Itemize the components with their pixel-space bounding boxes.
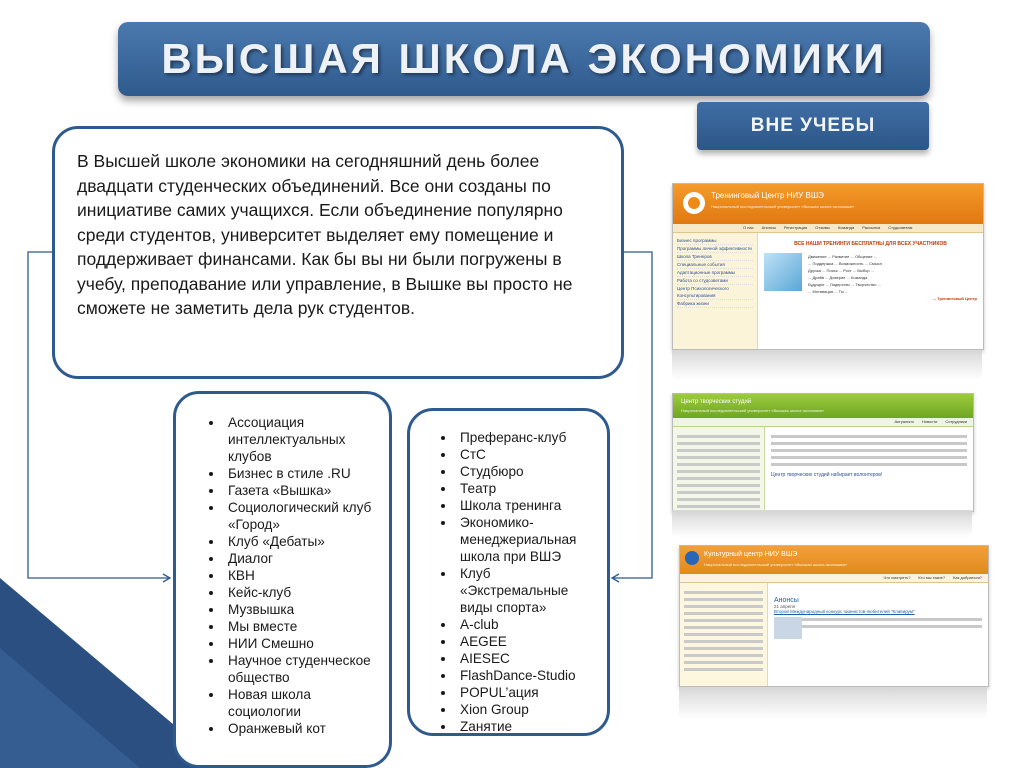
list-item: • A-club bbox=[456, 616, 601, 633]
list-item: • AEGEE bbox=[456, 633, 601, 650]
site-sidebar bbox=[673, 233, 758, 350]
nav-item: Кто мы такие? bbox=[918, 575, 946, 580]
screenshot-reflection bbox=[672, 510, 972, 538]
words-line: Движение ... Развитие ... Общение ... bbox=[808, 254, 877, 259]
site-tagline: Национальный исследовательский университет «Высшая школа экономики» bbox=[681, 408, 825, 413]
sidebar-item: Бизнес программы bbox=[677, 237, 753, 245]
site-sidebar bbox=[673, 427, 765, 512]
screenshot-reflection bbox=[679, 687, 987, 719]
list-item: • Преферанс-клуб bbox=[456, 429, 601, 446]
site-nav bbox=[673, 418, 973, 427]
words-line: ... Мотивация ... Ты ... bbox=[808, 289, 849, 294]
nav-item: Что смотреть? bbox=[883, 575, 911, 580]
intro-text: В Высшей школе экономики на сегодняшний день более двадцати студенческих объединений. Все они созданы по инициативе самих учащихся. Если объединение популярно среди студентов, университет выделяет ему помещение и поддерживает финансами. Как бы вы ни были погружены в учебу, преподавание или управление, в Вышке вы просто не сможете не заметить дела рук студентов. bbox=[77, 151, 573, 318]
training-logo-icon bbox=[683, 192, 705, 214]
site-tagline: Национальный исследовательский университет «Высшая школа экономики» bbox=[704, 562, 848, 567]
list-item: • СтС bbox=[456, 446, 601, 463]
list-item: • POPUL’ация bbox=[456, 684, 601, 701]
sidebar-item: Школа Тренеров bbox=[677, 253, 753, 261]
sidebar-item: Фабрика жизни bbox=[677, 300, 753, 308]
nav-item: Команда bbox=[837, 225, 855, 230]
nav-item: Студсоветам bbox=[888, 225, 913, 230]
creative-studios-screenshot bbox=[672, 393, 974, 512]
list-item: • AIESEC bbox=[456, 650, 601, 667]
nav-item: Новости bbox=[921, 419, 938, 424]
intro-text-box bbox=[52, 126, 624, 379]
list-item: • Экономико-менеджериальная школа при ВШЭ bbox=[456, 514, 601, 565]
cultural-center-screenshot bbox=[679, 545, 989, 687]
words-line: Будущее ... Лидерство ... Творчество ... bbox=[808, 282, 881, 287]
nav-item: Как добраться? bbox=[953, 575, 982, 580]
list-item: • Zанятие bbox=[456, 718, 601, 735]
nav-item: Актуально bbox=[894, 419, 914, 424]
sidebar-item: Специальные события bbox=[677, 261, 753, 269]
list-item: • Оранжевый кот bbox=[224, 720, 381, 737]
list-item: • Ассоциация интеллектуальных клубов bbox=[224, 414, 381, 465]
site-nav bbox=[680, 574, 988, 583]
list-item: • FlashDance-Studio bbox=[456, 667, 601, 684]
nav-item: Сотрудники bbox=[945, 419, 967, 424]
site-title: Центр творческих студий bbox=[681, 399, 752, 405]
list-item: • Клуб «Дебаты» bbox=[224, 533, 381, 550]
words-line: Друзья ... Поиск ... Рост ... Выбор ... bbox=[808, 268, 875, 273]
volunteer-link: Центр творческих студий набирает волонтеров! bbox=[771, 472, 883, 478]
anons-date: 21 апреля bbox=[774, 604, 796, 609]
list-item: • КВН bbox=[224, 567, 381, 584]
list-item: • Школа тренинга bbox=[456, 497, 601, 514]
signature: ... Тренинговый Центр bbox=[932, 296, 977, 301]
training-center-screenshot bbox=[672, 183, 984, 350]
sidebar-item: Программы личной эффективности bbox=[677, 246, 752, 251]
list-item: • Театр bbox=[456, 480, 601, 497]
site-nav bbox=[673, 224, 983, 233]
list-item: • Музвышка bbox=[224, 601, 381, 618]
screenshot-reflection bbox=[672, 350, 982, 380]
promo-headline: ВСЕ НАШИ ТРЕНИНГИ БЕСПЛАТНЫ ДЛЯ ВСЕХ УЧАСТНИКОВ bbox=[794, 241, 947, 247]
nav-item: Регистрация bbox=[783, 225, 808, 230]
nav-item: Отзывы bbox=[815, 225, 830, 230]
clubs-list-right bbox=[407, 408, 610, 736]
list-item: • Диалог bbox=[224, 550, 381, 567]
anons-thumbnail bbox=[774, 617, 802, 639]
list-item: • Кейс-клуб bbox=[224, 584, 381, 601]
cultural-logo-icon bbox=[685, 551, 699, 565]
words-line: ... Поддержка ... Возможность ... Смысл bbox=[808, 261, 882, 266]
section-subtitle: ВНЕ УЧЕБЫ bbox=[750, 115, 876, 136]
site-title: Культурный центр НИУ ВШЭ bbox=[704, 551, 798, 558]
sidebar-item: Работа со студсоветами bbox=[677, 277, 753, 285]
list-item: • Мы вместе bbox=[224, 618, 381, 635]
list-item: • Научное студенческое общество bbox=[224, 652, 381, 686]
site-tagline: Национальный исследовательский университет «Высшая школа экономики» bbox=[711, 204, 855, 209]
list-item: • Бизнес в стиле .RU bbox=[224, 465, 381, 482]
words-line: ... Драйв ... Доверие ... Команда bbox=[808, 275, 868, 280]
collage-image bbox=[764, 253, 802, 291]
nav-item: Анонсы bbox=[761, 225, 776, 230]
list-item: • Новая школа социологии bbox=[224, 686, 381, 720]
anons-title: Второй Международный конкурс пианистов-любителей "Клавирум" bbox=[774, 609, 915, 614]
nav-item: О нас bbox=[743, 225, 754, 230]
sidebar-item: Центр Психологического Консультирования bbox=[677, 285, 753, 300]
list-item: • Студбюро bbox=[456, 463, 601, 480]
list-item: • НИИ Смешно bbox=[224, 635, 381, 652]
nav-item: Рассылка bbox=[862, 225, 881, 230]
list-item: • Клуб «Экстремальные виды спорта» bbox=[456, 565, 601, 616]
list-item: • Xion Group bbox=[456, 701, 601, 718]
sidebar-item: Адаптационные программы bbox=[677, 269, 753, 277]
anons-heading: Анонсы bbox=[774, 597, 799, 604]
site-sidebar bbox=[680, 583, 768, 687]
clubs-list-left bbox=[173, 391, 392, 768]
list-item: • Социологический клуб «Город» bbox=[224, 499, 381, 533]
site-title: Тренинговый Центр НИУ ВШЭ bbox=[711, 191, 824, 200]
list-item: • Газета «Вышка» bbox=[224, 482, 381, 499]
page-title: ВЫСШАЯ ШКОЛА ЭКОНОМИКИ bbox=[161, 35, 887, 82]
